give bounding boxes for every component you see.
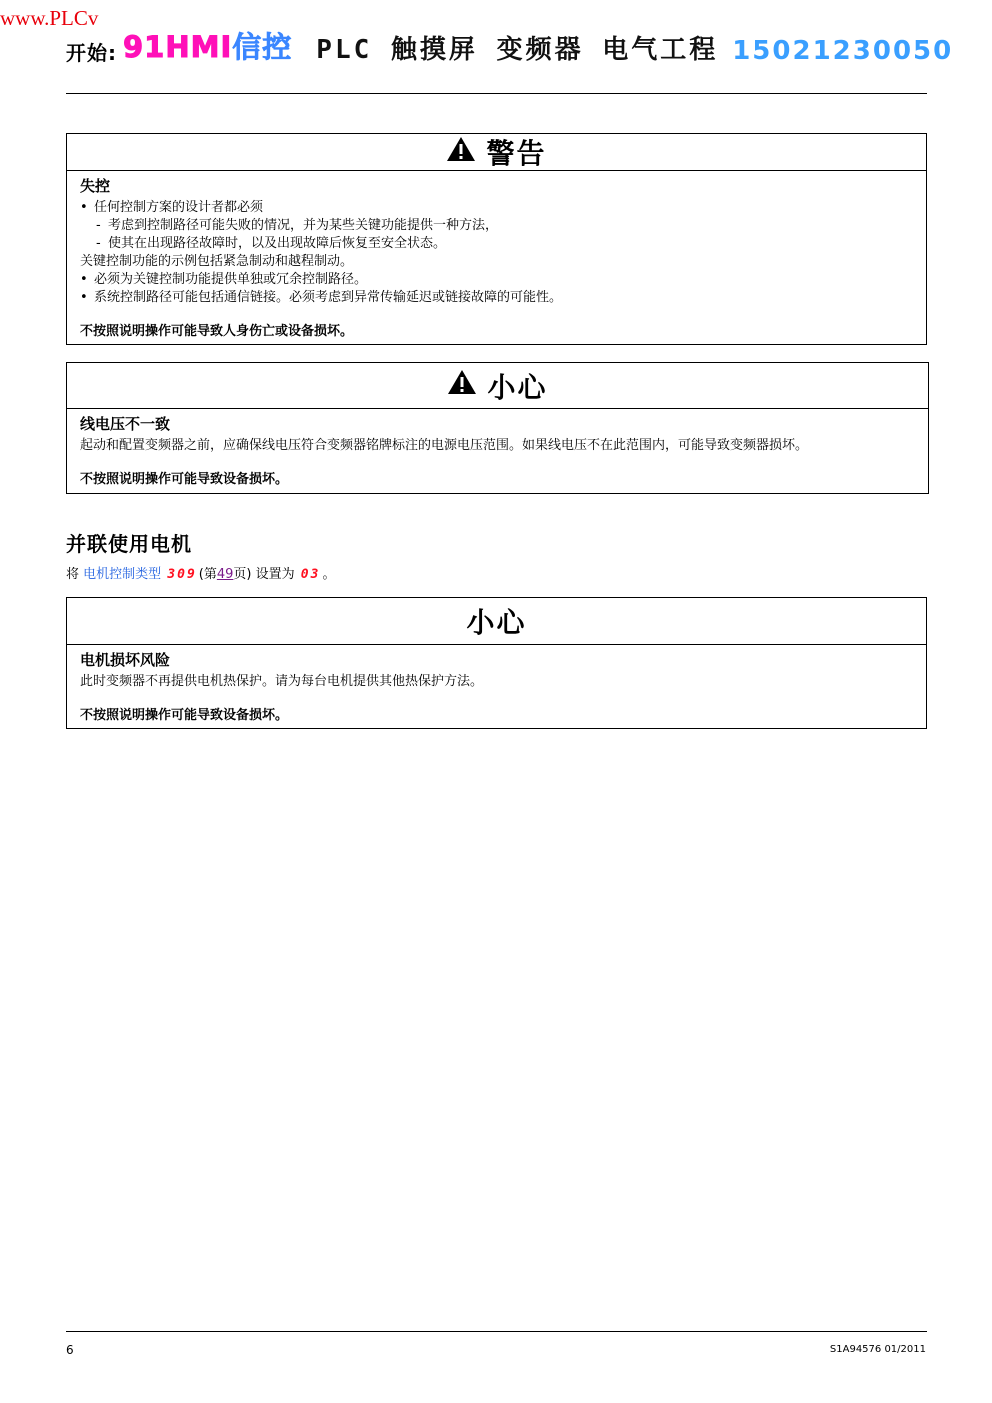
value-code: 03 bbox=[300, 567, 321, 582]
chapter-title: 开始: bbox=[66, 41, 117, 65]
caution-box-motor bbox=[66, 597, 927, 729]
warning-box-header bbox=[67, 134, 926, 171]
page-link[interactable]: 49 bbox=[216, 567, 234, 582]
caution-text: 此时变频器不再提供电机热保护。请为每台电机提供其他热保护方法。 bbox=[80, 674, 484, 689]
section-heading: 并联使用电机 bbox=[66, 532, 192, 556]
brand-cn-text: 信控 bbox=[232, 30, 293, 64]
param-code: 309 bbox=[167, 567, 197, 582]
banner-services: PLC 触摸屏 变频器 电气工程 bbox=[316, 35, 719, 65]
footer-rule bbox=[66, 1331, 927, 1332]
caution-box-header bbox=[67, 363, 928, 409]
caution-footer: 不按照说明操作可能导致设备损坏。 bbox=[80, 708, 289, 723]
document-reference: S1A94576 01/2011 bbox=[829, 1344, 926, 1355]
page-ref-close: 页) 设置为 bbox=[233, 567, 295, 582]
warning-line: • 必须为关键控制功能提供单独或冗余控制路径。 bbox=[80, 271, 913, 289]
caution-subtitle: 电机损坏风险 bbox=[80, 651, 171, 669]
warning-line: • 任何控制方案的设计者都必须 bbox=[80, 199, 913, 217]
caution-box-body bbox=[67, 409, 928, 489]
caution-footer: 不按照说明操作可能导致设备损坏。 bbox=[80, 472, 289, 487]
caution-box-voltage bbox=[66, 362, 929, 494]
warning-heading: 警告 bbox=[486, 137, 547, 170]
warning-line: • 系统控制路径可能包括通信链接。必须考虑到异常传输延迟或链接故障的可能性。 bbox=[80, 289, 913, 307]
warning-footer: 不按照说明操作可能导致人身伤亡或设备损坏。 bbox=[80, 324, 354, 339]
warning-subtitle: 失控 bbox=[80, 177, 111, 195]
warning-triangle-icon bbox=[447, 369, 477, 402]
param-link[interactable]: 电机控制类型 bbox=[83, 567, 162, 582]
caution-box-body bbox=[67, 645, 926, 725]
watermark-url: www.PLCv bbox=[0, 6, 99, 30]
caution-heading: 小心 bbox=[487, 370, 548, 404]
banner-phone: 15021230050 bbox=[732, 36, 954, 66]
instruction-prefix: 将 bbox=[66, 567, 80, 582]
warning-box bbox=[66, 133, 927, 345]
caution-text: 起动和配置变频器之前，应确保线电压符合变频器铭牌标注的电源电压范围。如果线电压不在此范围内，可能导致变频器损坏。 bbox=[80, 438, 809, 453]
section-instruction bbox=[66, 563, 335, 582]
instruction-suffix: 。 bbox=[322, 567, 336, 582]
caution-box-header bbox=[67, 598, 926, 645]
page-number: 6 bbox=[66, 1343, 74, 1357]
warning-box-body bbox=[67, 171, 926, 341]
warning-line: - 考虑到控制路径可能失败的情况，并为某些关键功能提供一种方法， bbox=[80, 217, 913, 235]
warning-line: - 使其在出现路径故障时，以及出现故障后恢复至安全状态。 bbox=[80, 235, 913, 253]
page-ref-open: (第 bbox=[198, 567, 217, 582]
warning-triangle-icon bbox=[446, 136, 476, 169]
banner-brand bbox=[123, 25, 292, 66]
header-rule bbox=[66, 93, 927, 94]
caution-heading: 小心 bbox=[466, 606, 527, 639]
brand-logo-text: 91HMI bbox=[123, 30, 233, 64]
page-header bbox=[66, 26, 953, 66]
caution-subtitle: 线电压不一致 bbox=[80, 415, 171, 433]
warning-line: 关键控制功能的示例包括紧急制动和越程制动。 bbox=[80, 254, 354, 269]
